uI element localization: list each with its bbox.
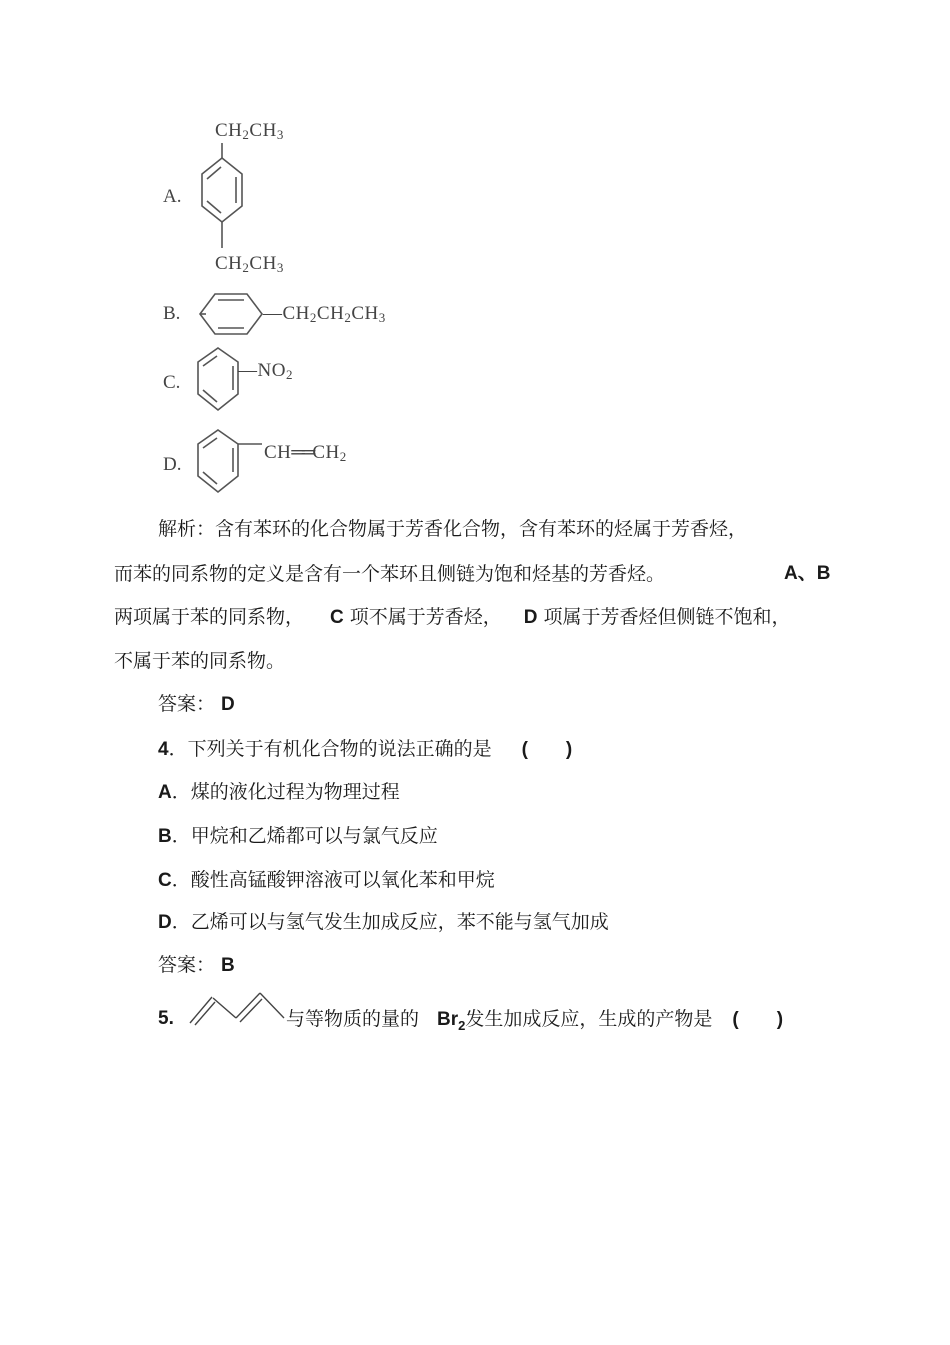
answer-4: 答案： B xyxy=(158,954,235,976)
option-b-side-chain: $—CH_2CH_2CH_3$ xyxy=(263,303,386,325)
double-bond: ══ xyxy=(291,442,313,463)
analysis-line-4: 不属于苯的同系物。 xyxy=(114,650,286,672)
analysis-line-1: 解析：含有苯环的化合物属于芳香化合物，含有苯环的烃属于芳香烃， xyxy=(158,518,748,540)
question-5-text: 与等物质的量的 $Br_2$发生加成反应，生成的产物是 ( ) xyxy=(286,1008,784,1033)
question-4-option-b: B．甲烷和乙烯都可以与氯气反应 xyxy=(158,825,438,847)
analysis-line-2-tail: A、B xyxy=(784,563,831,584)
question-4-paren: ( ) xyxy=(521,739,573,760)
option-a-top-group: $CH_2CH_3$ xyxy=(215,120,284,142)
reagent-br2: $Br_2$ xyxy=(437,1009,466,1033)
butadiene-skeletal-structure xyxy=(188,990,288,1030)
analysis-line-2: 而苯的同系物的定义是含有一个苯环且侧链为饱和烃基的芳香烃。 xyxy=(114,563,666,585)
option-c-nitro-group: $—NO_2$ xyxy=(238,360,293,382)
question-5-paren: ( ) xyxy=(732,1009,784,1030)
analysis-line-3: 两项属于苯的同系物， C 项不属于芳香烃， D 项属于芳香烃但侧链不饱和， xyxy=(114,606,791,628)
option-c-letter: C. xyxy=(163,372,181,393)
answer-3-value: D xyxy=(221,694,235,715)
option-d-vinyl-group: $CH══CH_2$ xyxy=(264,442,347,464)
option-c-benzene-ring xyxy=(192,344,252,424)
option-b-letter: B. xyxy=(163,303,181,324)
question-4-option-d: D．乙烯可以与氢气发生加成反应，苯不能与氢气加成 xyxy=(158,911,609,933)
option-a-benzene-ring xyxy=(190,138,250,258)
analysis-label: 解析： xyxy=(158,518,216,540)
option-d-letter: D. xyxy=(163,454,182,475)
question-5-number: 5. xyxy=(158,1008,174,1029)
question-4-stem: 4．下列关于有机化合物的说法正确的是 ( ) xyxy=(158,738,573,760)
question-4-option-c: C．酸性高锰酸钾溶液可以氧化苯和甲烷 xyxy=(158,869,495,891)
option-d-benzene-ring xyxy=(192,426,262,506)
answer-3: 答案： D xyxy=(158,693,235,715)
question-4-option-a: A．煤的液化过程为物理过程 xyxy=(158,781,400,803)
option-a-bottom-group: $CH_2CH_3$ xyxy=(215,253,284,275)
question-4-number: 4 xyxy=(158,739,169,760)
answer-4-value: B xyxy=(221,955,235,976)
option-a-letter: A. xyxy=(163,186,182,207)
